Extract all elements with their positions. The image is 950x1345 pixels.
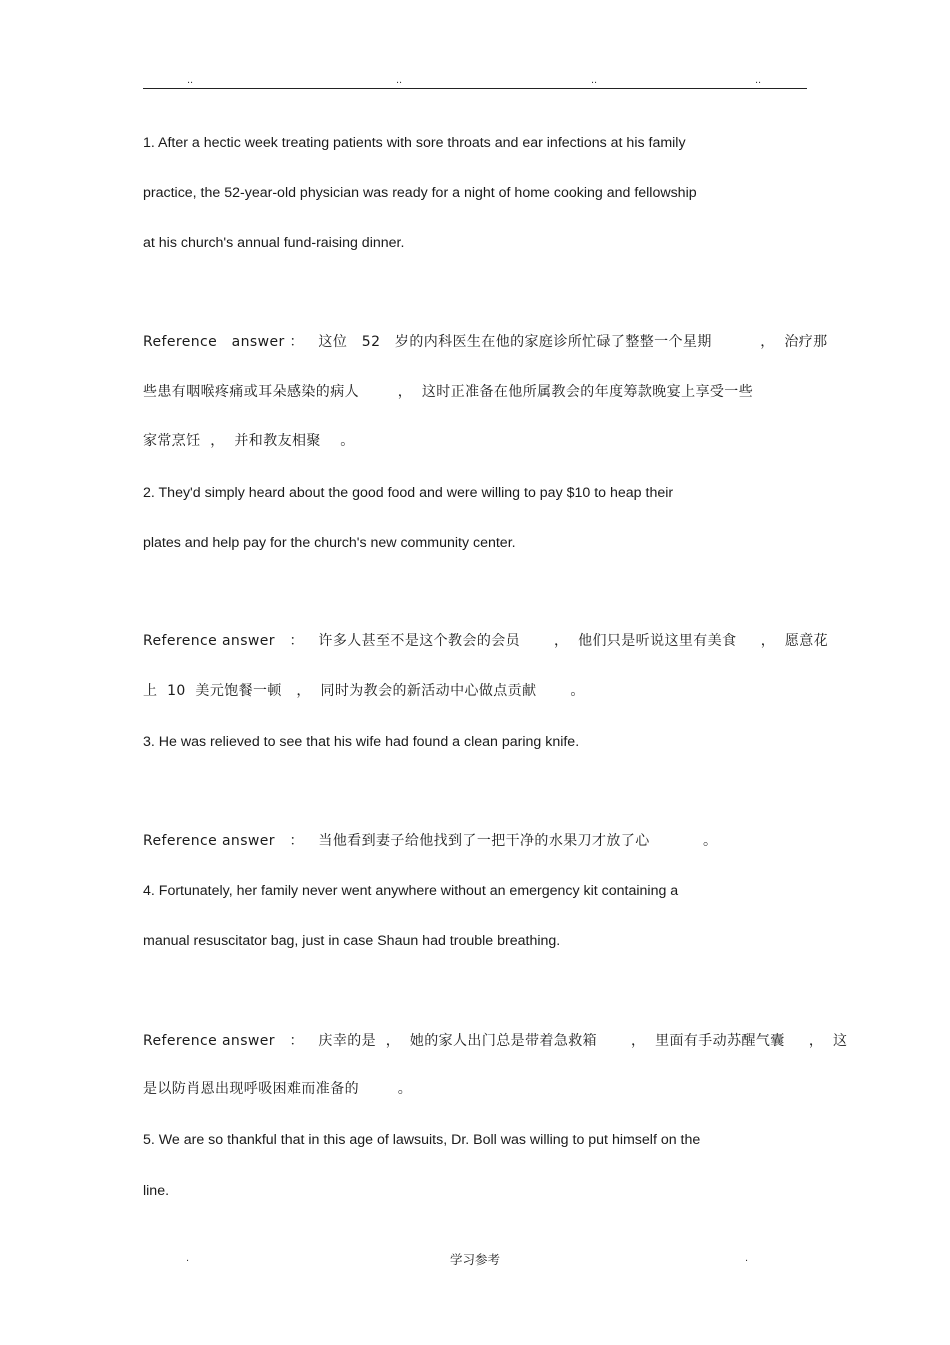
- header-dot-4: ..: [755, 74, 762, 86]
- header-dots: [143, 74, 807, 88]
- answer4-line-2: 是以防肖恩出现呼吸困难而准备的 。: [143, 1081, 413, 1097]
- footer-label: 学习参考: [449, 1252, 500, 1267]
- header-dot-1: ..: [187, 74, 194, 86]
- q1-line-1: 1. After a hectic week treating patients with sore throats and ear infections at his family: [143, 135, 686, 151]
- answer2-line-1: Reference answer ： 许多人甚至不是这个教会的会员 ， 他们只是听说这里有美食 ， 愿意花: [143, 633, 829, 649]
- q2-line-1: 2. They'd simply heard about the good food and were willing to pay $10 to heap their: [143, 485, 674, 501]
- footer-right-dot: .: [745, 1252, 749, 1264]
- q3-line-1: 3. He was relieved to see that his wife had found a clean paring knife.: [143, 734, 580, 750]
- answer3-line-1: Reference answer ： 当他看到妻子给他找到了一把干净的水果刀才放了心 。: [143, 833, 718, 849]
- q4-line-1: 4. Fortunately, her family never went anywhere without an emergency kit containing a: [143, 883, 679, 899]
- answer1-line-2: 些患有咽喉疼痛或耳朵感染的病人 ， 这时正准备在他所属教会的年度筹款晚宴上享受一些: [143, 384, 754, 400]
- q4-line-2: manual resuscitator bag, just in case Shaun had trouble breathing.: [143, 933, 561, 949]
- q5-line-1: 5. We are so thankful that in this age of lawsuits, Dr. Boll was willing to put himself on the: [143, 1132, 701, 1148]
- q1-line-3: at his church's annual fund-raising dinner.: [143, 235, 405, 251]
- answer4-line-1: Reference answer ： 庆幸的是 ， 她的家人出门总是带着急救箱 ， 里面有手动苏醒气囊 ， 这: [143, 1033, 848, 1049]
- answer1-line-3: 家常烹饪 ， 并和教友相聚 。: [143, 433, 355, 449]
- footer-left-dot: .: [186, 1252, 190, 1264]
- header-dot-2: ..: [396, 74, 403, 86]
- answer2-line-2: 上 10 美元饱餐一顿 ， 同时为教会的新活动中心做点贡献 。: [143, 683, 585, 699]
- q5-line-2: line.: [143, 1183, 170, 1199]
- q2-line-2: plates and help pay for the church's new community center.: [143, 535, 516, 551]
- q1-line-2: practice, the 52-year-old physician was ready for a night of home cooking and fellowship: [143, 185, 697, 201]
- header-dot-3: ..: [591, 74, 598, 86]
- answer1-line-1: Reference answer ： 这位 52 岁的内科医生在他的家庭诊所忙碌了整整一个星期 ， 治疗那: [143, 334, 828, 350]
- header-rule: [143, 88, 807, 89]
